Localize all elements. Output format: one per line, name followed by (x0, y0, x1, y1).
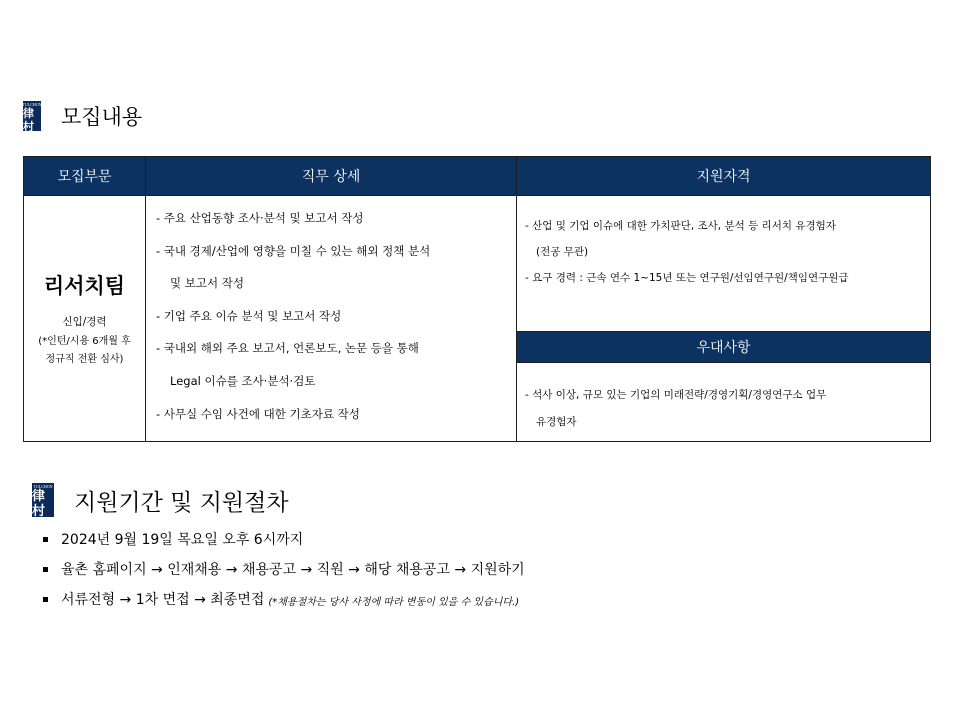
bullet-icon (43, 597, 48, 602)
team-name: 리서치팀 (43, 274, 126, 298)
header-job-detail: 직무 상세 (146, 157, 517, 196)
list-item: 2024년 9월 19일 목요일 오후 6시까지 (43, 529, 525, 559)
qualification-cell (517, 196, 931, 332)
preferred-cell (517, 363, 931, 442)
list-item: 서류전형 → 1차 면접 → 최종면접 (*채용절차는 당사 사정에 따라 변동이 있을 수 있습니다.) (43, 589, 525, 619)
process-note: (*채용절차는 당사 사정에 따라 변동이 있을 수 있습니다.) (268, 597, 520, 608)
team-cell (24, 196, 146, 442)
job-detail-cell (146, 196, 517, 442)
qualification-item: - 산업 및 기업 이슈에 대한 가치판단, 조사, 분석 등 리서치 유경험자 (525, 220, 836, 232)
duty-item: - 국내 경제/산업에 영향을 미칠 수 있는 해외 정책 분석 (156, 243, 431, 258)
duty-item: - 국내외 해외 주요 보고서, 언론보도, 논문 등을 통해 (156, 341, 419, 356)
bullet-icon (43, 567, 48, 572)
preferred-item: 유경험자 (536, 416, 577, 428)
section-title-recruitment: 모집내용 (61, 105, 143, 129)
bullet-icon (43, 537, 48, 542)
section-title-application: 지원기간 및 지원절차 (74, 490, 289, 516)
application-steps-list (43, 529, 525, 619)
qualification-item: (전공 무관) (536, 246, 589, 258)
duty-item: - 사무실 수임 사건에 대한 기초자료 작성 (156, 406, 360, 421)
duty-item: Legal 이슈를 조사·분석·검토 (170, 373, 316, 388)
tulchon-logo-icon: TULCHON 律村 TULCHON (32, 484, 53, 524)
header-qualification: 지원자격 (517, 157, 931, 196)
header-recruit-division: 모집부문 (24, 157, 146, 196)
list-item: 율촌 홈페이지 → 인재채용 → 채용공고 → 직원 → 해당 채용공고 → 지원하기 (43, 559, 525, 589)
table-header-row (24, 157, 931, 196)
duty-item: - 주요 산업동향 조사·분석 및 보고서 작성 (156, 211, 364, 225)
preferred-header: 우대사항 (517, 332, 931, 363)
preferred-item: - 석사 이상, 규모 있는 기업의 미래전략/경영기획/경영연구소 업무 (525, 389, 827, 401)
team-type: 신입/경력 (62, 316, 107, 328)
team-note: (*인턴/시용 6개월 후 정규직 전환 심사) (38, 336, 131, 365)
duty-item: 및 보고서 작성 (170, 276, 244, 291)
table-row (24, 196, 931, 332)
tulchon-logo-icon: TULCHON 律村 TULCHON (22, 102, 42, 138)
recruitment-table (23, 156, 931, 442)
duty-item: - 기업 주요 이슈 분석 및 보고서 작성 (156, 308, 342, 323)
qualification-item: - 요구 경력 : 근속 연수 1~15년 또는 연구원/선임연구원/책임연구원급 (525, 272, 849, 284)
